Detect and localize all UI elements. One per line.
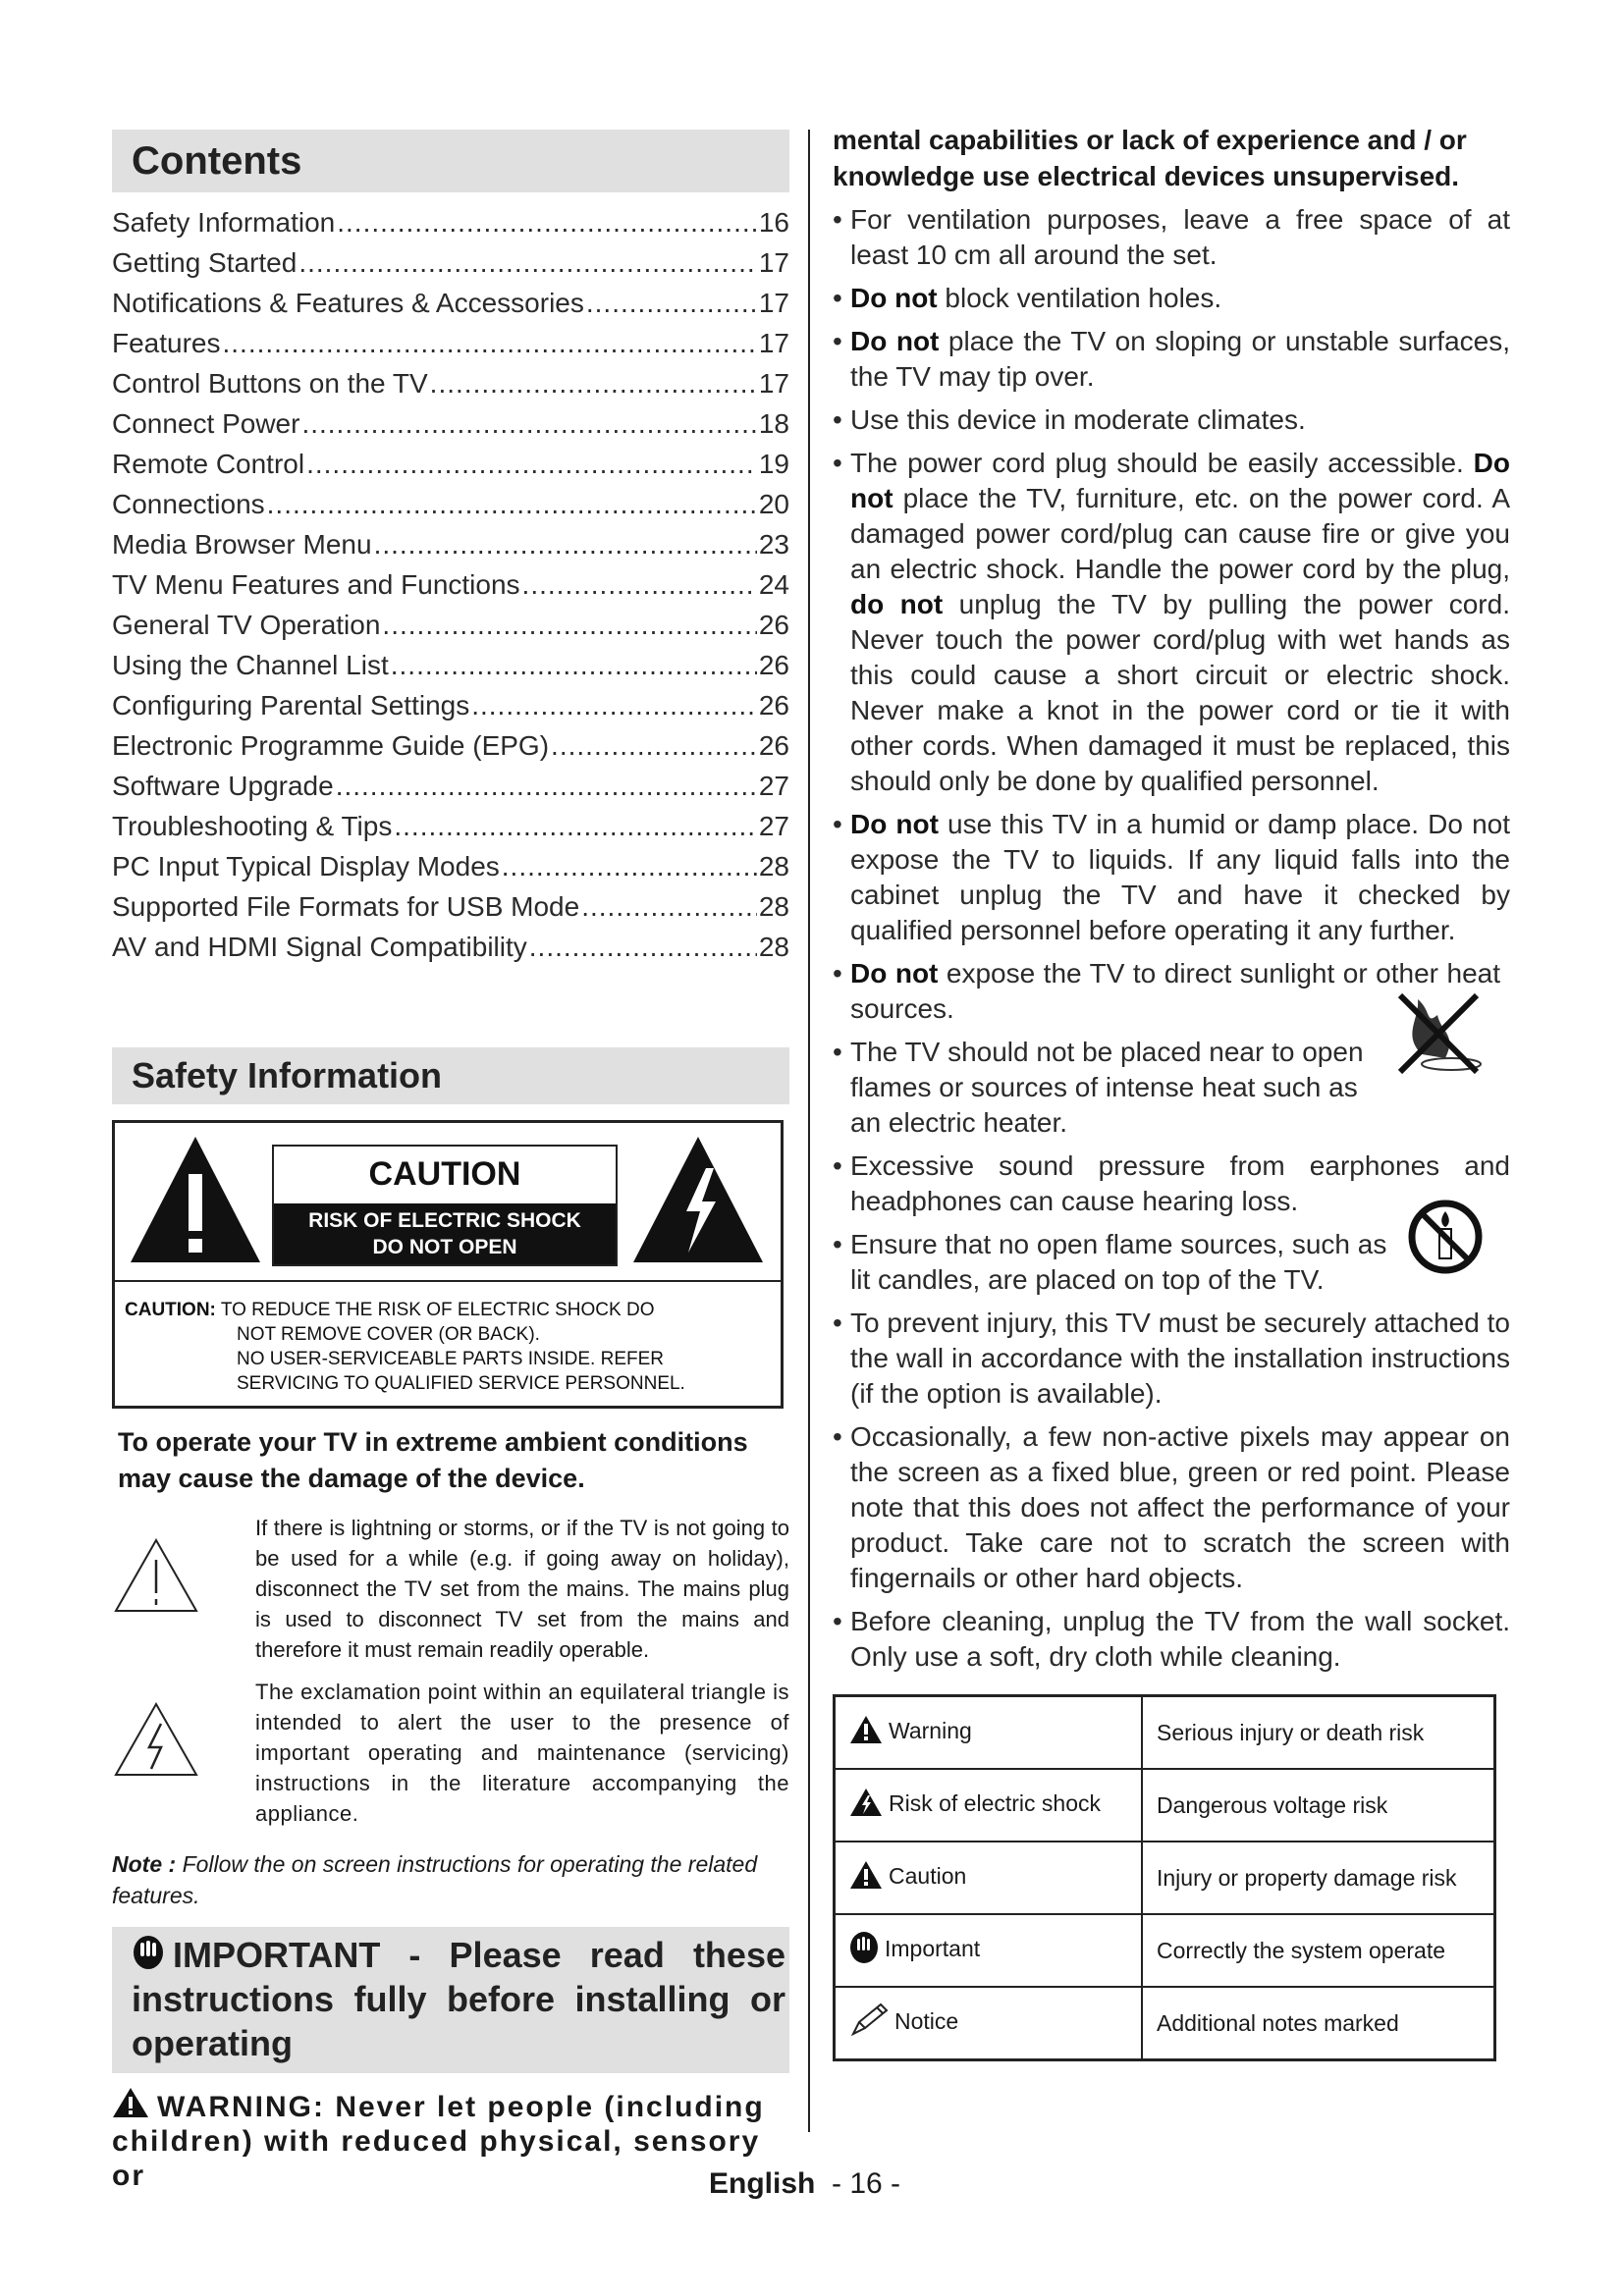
toc-entry-page: 20 [758, 489, 789, 519]
toc-entry[interactable] [112, 564, 789, 605]
toc-entry-title: Configuring Parental Settings [112, 690, 470, 721]
toc-leader-dots [471, 685, 757, 725]
lightning-triangle-icon [629, 1131, 767, 1268]
toc-entry-title: Supported File Formats for USB Mode [112, 891, 580, 922]
important-text: IMPORTANT - Please read these instructions fully before installing or operating [132, 1935, 785, 2063]
toc-leader-dots [337, 202, 757, 242]
toc-leader-dots [336, 766, 757, 806]
toc-leader-dots [551, 725, 757, 766]
do-not-2: Do not [850, 326, 940, 356]
toc-entry-page: 28 [758, 891, 789, 922]
legend-key-cell [835, 1769, 1143, 1842]
caution-line-3: NO USER-SERVICEABLE PARTS INSIDE. REFER [237, 1349, 664, 1369]
table-of-contents [112, 202, 789, 967]
bullet-sloping-surfaces [833, 324, 1510, 395]
legend-key: Notice [894, 2008, 959, 2035]
caution-line-1: TO REDUCE THE RISK OF ELECTRIC SHOCK DO [220, 1300, 655, 1320]
toc-entry[interactable] [112, 725, 789, 766]
legend-key: Warning [889, 1718, 972, 1744]
legend-value-cell [1142, 1696, 1495, 1770]
bullet-2-text: block ventilation holes. [937, 283, 1222, 313]
toc-entry[interactable] [112, 846, 789, 886]
toc-entry-title: Notifications & Features & Accessories [112, 288, 584, 318]
exclamation-row-icon-wrap [112, 1677, 255, 1829]
caution-word: CAUTION [368, 1155, 521, 1193]
left-column [112, 130, 789, 2193]
toc-entry-page: 23 [758, 529, 789, 560]
legend-row [835, 1769, 1495, 1842]
toc-entry[interactable] [112, 202, 789, 242]
toc-leader-dots [430, 363, 757, 403]
bullet-open-flames: • The TV should not be placed near to open flames or sources of intense heat such as an electric heater. [833, 1035, 1510, 1141]
pencil-icon [849, 2002, 889, 2044]
toc-entry[interactable] [112, 927, 789, 967]
toc-entry[interactable] [112, 242, 789, 283]
toc-entry-title: Media Browser Menu [112, 529, 372, 560]
bullet-candles: • Ensure that no open flame sources, such as lit candles, are placed on top of the TV. [833, 1227, 1510, 1298]
toc-leader-dots [306, 444, 757, 484]
legend-value-cell [1142, 1842, 1495, 1914]
toc-entry[interactable] [112, 484, 789, 524]
caution-panel [112, 1120, 784, 1409]
toc-leader-dots [391, 645, 757, 685]
bullet-6-text: use this TV in a humid or damp place. Do not expose the TV to liquids. If any liquid falls into the cabinet unplug the TV and have it checked by qualified personnel before operating it any further. [850, 809, 1510, 945]
toc-entry[interactable] [112, 403, 789, 444]
toc-entry-page: 18 [758, 408, 789, 439]
toc-entry[interactable] [112, 685, 789, 725]
toc-entry[interactable] [112, 524, 789, 564]
bullet-wall-mount: • To prevent injury, this TV must be securely attached to the wall in accordance with the installation instructions (if the option is available). [833, 1306, 1510, 1412]
legend-key: Risk of electric shock [889, 1790, 1102, 1817]
continuation-text: mental capabilities or lack of experience and / or knowledge use electrical devices unsupervised. [833, 125, 1467, 191]
warning-paragraph [112, 2087, 789, 2193]
toc-entry-page: 17 [758, 247, 789, 278]
exclamation-row [112, 1677, 789, 1829]
toc-entry[interactable] [112, 323, 789, 363]
legend-value-cell [1142, 1914, 1495, 1987]
hand-stop-icon [132, 1934, 165, 1971]
exclamation-triangle-icon [127, 1131, 264, 1268]
toc-entry-page: 16 [758, 207, 789, 238]
bullet-humid [833, 807, 1510, 948]
toc-entry-title: Electronic Programme Guide (EPG) [112, 730, 550, 761]
toc-entry-title: Remote Control [112, 449, 305, 479]
toc-entry-title: Safety Information [112, 207, 336, 238]
toc-leader-dots [522, 564, 757, 605]
footer-page-number: - 16 - [832, 2167, 901, 2200]
toc-entry-page: 17 [758, 368, 789, 399]
legend-key-cell [835, 1842, 1143, 1914]
candles-row [833, 1227, 1510, 1298]
toc-leader-dots [581, 886, 757, 927]
caution-text [125, 1298, 685, 1396]
toc-entry[interactable] [112, 886, 789, 927]
bullet-pixels: • Occasionally, a few non-active pixels may appear on the screen as a fixed blue, green or red point. Please note that this does not affect the performance of your product. Take care not to scratch the screen with fingernails or other hard objects. [833, 1419, 1510, 1596]
toc-entry-page: 26 [758, 690, 789, 721]
toc-entry-page: 27 [758, 811, 789, 841]
toc-leader-dots [529, 927, 757, 967]
lightning-triangle-icon [849, 1788, 883, 1823]
toc-leader-dots [394, 806, 756, 846]
toc-entry[interactable] [112, 283, 789, 323]
bullet-cleaning: • Before cleaning, unplug the TV from the wall socket. Only use a soft, dry cloth while cleaning. [833, 1604, 1510, 1675]
toc-entry-page: 17 [758, 328, 789, 358]
right-column [833, 122, 1510, 2061]
legend-key: Caution [889, 1863, 967, 1890]
legend-key-cell [835, 1914, 1143, 1987]
lightning-row [112, 1513, 789, 1665]
toc-entry-title: Connect Power [112, 408, 300, 439]
flames-row [833, 1035, 1510, 1141]
toc-leader-dots [586, 283, 757, 323]
toc-entry-title: General TV Operation [112, 610, 381, 640]
toc-entry-page: 24 [758, 569, 789, 600]
caution-triangle-icon [849, 1860, 883, 1896]
exclamation-text: The exclamation point within an equilateral triangle is intended to alert the user to the presence of important operating and maintenance (servicing) instructions in the literature accompanying the appliance. [255, 1680, 789, 1826]
toc-leader-dots [298, 242, 757, 283]
toc-entry-title: Using the Channel List [112, 650, 389, 680]
toc-entry-page: 26 [758, 730, 789, 761]
note-body: Follow the on screen instructions for operating the related features. [112, 1851, 758, 1908]
note-text [112, 1848, 789, 1911]
toc-entry-title: Control Buttons on the TV [112, 368, 428, 399]
toc-entry-page: 26 [758, 610, 789, 640]
footer-language: English [709, 2167, 816, 2200]
toc-entry-page: 28 [758, 851, 789, 881]
caution-line-4: SERVICING TO QUALIFIED SERVICE PERSONNEL. [237, 1373, 685, 1394]
legend-value: Correctly the system operate [1157, 1937, 1446, 1963]
bullet-ventilation-space: • For ventilation purposes, leave a free space of at least 10 cm all around the set. [833, 202, 1510, 273]
legend-value-cell [1142, 1769, 1495, 1842]
no-fire-icon [1382, 976, 1490, 1084]
legend-key-cell [835, 1696, 1143, 1770]
toc-entry-title: Getting Started [112, 247, 298, 278]
toc-entry-title: Software Upgrade [112, 771, 334, 801]
bullet-5-text-b: place the TV, furniture, etc. on the power cord. A damaged power cord/plug can cause fire or give you an electric shock. Handle the power cord by the plug, [850, 483, 1510, 584]
legend-value: Additional notes marked [1157, 2009, 1399, 2036]
toc-entry[interactable] [112, 645, 789, 685]
toc-entry-title: Troubleshooting & Tips [112, 811, 393, 841]
toc-entry[interactable] [112, 444, 789, 484]
no-candle-icon [1406, 1198, 1485, 1276]
exclamation-outline-icon [112, 1536, 200, 1615]
toc-entry-title: AV and HDMI Signal Compatibility [112, 932, 527, 962]
toc-leader-dots [374, 524, 757, 564]
contents-heading: Contents [112, 130, 789, 192]
caution-line-2: NOT REMOVE COVER (OR BACK). [237, 1324, 540, 1345]
banner-line-1: RISK OF ELECTRIC SHOCK [308, 1209, 581, 1232]
banner-line-2: DO NOT OPEN [372, 1236, 517, 1258]
legend-row [835, 1696, 1495, 1770]
toc-entry[interactable] [112, 766, 789, 806]
legend-value: Injury or property damage risk [1157, 1864, 1457, 1891]
toc-entry-title: TV Menu Features and Functions [112, 569, 520, 600]
caution-label-box [272, 1145, 618, 1266]
column-divider [808, 130, 810, 2132]
toc-leader-dots [502, 846, 757, 886]
do-not-4: do not [850, 589, 944, 619]
do-not-3: Do not [850, 448, 1510, 513]
toc-entry-page: 28 [758, 932, 789, 962]
toc-entry-page: 27 [758, 771, 789, 801]
bullet-5-text-c: unplug the TV by pulling the power cord. Never touch the power cord/plug with wet hands as this could cause a short circuit or electric shock. Never make a knot in the power cord or tie it with other cords. When damaged it must be replaced, this should only be done by qualified personnel. [850, 589, 1510, 796]
toc-entry[interactable] [112, 605, 789, 645]
symbol-legend-table [833, 1694, 1496, 2061]
legend-value-cell [1142, 1987, 1495, 2060]
toc-entry-title: PC Input Typical Display Modes [112, 851, 500, 881]
do-not-6: Do not [850, 958, 939, 988]
bullet-sound-pressure: • Excessive sound pressure from earphones and headphones can cause hearing loss. [833, 1148, 1510, 1219]
legend-row [835, 1987, 1495, 2060]
extreme-conditions-text: To operate your TV in extreme ambient conditions may cause the damage of the device. [118, 1427, 748, 1493]
hand-stop-icon [849, 1931, 879, 1970]
legend-row [835, 1914, 1495, 1987]
note-label: Note : [112, 1851, 177, 1877]
lightning-text: If there is lightning or storms, or if the TV is not going to be used for a while (e.g. if going away on holiday), disconnect the TV set from the mains. The mains plug is used to disconnect TV set from the mains and therefore it must remain readily operable. [255, 1516, 789, 1662]
bullet-5-text-a: The power cord plug should be easily accessible. [850, 448, 1474, 478]
toc-leader-dots [301, 403, 756, 444]
toc-leader-dots [267, 484, 757, 524]
toc-entry[interactable] [112, 806, 789, 846]
lightning-row-icon-wrap [112, 1513, 255, 1665]
page-footer [709, 2167, 900, 2201]
toc-entry-page: 17 [758, 288, 789, 318]
bullet-7-text: expose the TV to direct sunlight or other heat sources. [850, 958, 1500, 1024]
warning-text: WARNING: Never let people (including children) with reduced physical, sensory or [112, 2091, 765, 2192]
important-heading [112, 1927, 789, 2073]
toc-entry-title: Connections [112, 489, 265, 519]
warning-triangle-icon [849, 1715, 883, 1750]
do-not-5: Do not [850, 809, 939, 839]
toc-entry-page: 26 [758, 650, 789, 680]
caution-panel-top [115, 1123, 781, 1282]
legend-key-cell [835, 1987, 1143, 2060]
legend-row [835, 1842, 1495, 1914]
do-not-1: Do not [850, 283, 938, 313]
shock-warning-banner [274, 1203, 616, 1264]
toc-leader-dots [382, 605, 756, 645]
legend-key: Important [885, 1936, 981, 1962]
toc-entry-page: 19 [758, 449, 789, 479]
toc-entry[interactable] [112, 363, 789, 403]
bullet-power-cord [833, 446, 1510, 799]
bullet-climates: • Use this device in moderate climates. [833, 402, 1510, 438]
bullet-ventilation-holes [833, 281, 1510, 316]
bullet-3-text: place the TV on sloping or unstable surfaces, the TV may tip over. [850, 326, 1510, 392]
lightning-outline-icon [112, 1700, 200, 1779]
legend-value: Serious injury or death risk [1157, 1719, 1425, 1745]
legend-value: Dangerous voltage risk [1157, 1791, 1388, 1818]
warning-triangle-icon [112, 2087, 149, 2118]
toc-leader-dots [223, 323, 757, 363]
caution-label: CAUTION: [125, 1300, 216, 1320]
safety-heading: Safety Information [112, 1047, 789, 1104]
toc-entry-title: Features [112, 328, 221, 358]
